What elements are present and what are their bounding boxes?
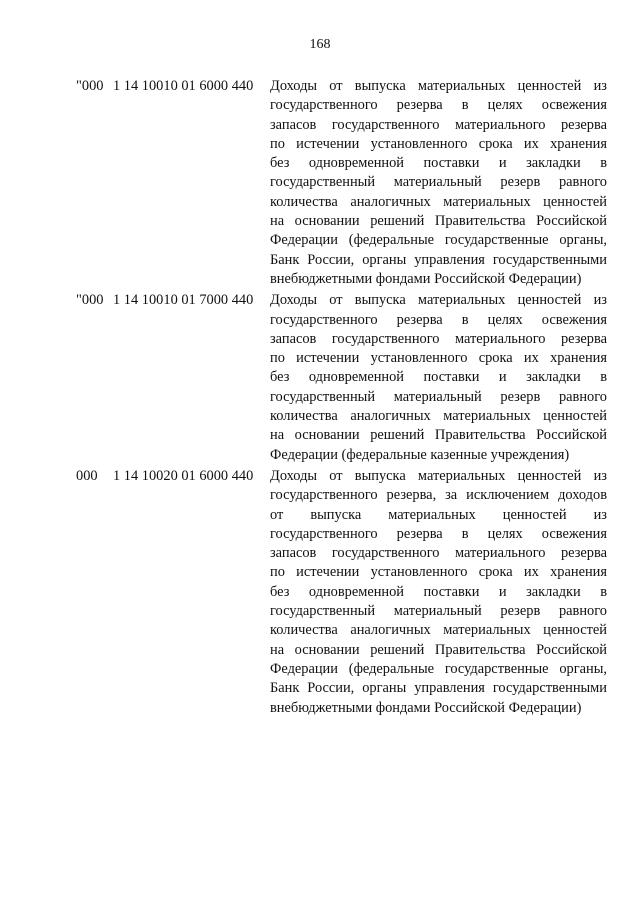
description-line: Федерации (федеральные государственные органы, [270, 232, 607, 249]
table-row [0, 467, 640, 718]
description-line: на основании решений Правительства Российской [270, 427, 607, 444]
budget-classification-code: 1 14 10010 01 7000 440 [113, 292, 254, 309]
description-line: Федерации (федеральные казенные учреждения) [270, 446, 570, 463]
description-line: Федерации (федеральные государственные органы, [270, 660, 607, 677]
page-number: 168 [309, 37, 331, 52]
description-line: государственного резерва в целях освежения [270, 311, 607, 328]
description-line: количества аналогичных материальных ценностей [270, 193, 607, 210]
budget-classification-code: 1 14 10010 01 6000 440 [113, 78, 254, 94]
description-line: без одновременной поставки и закладки в [270, 369, 607, 386]
description-line: от выпуска материальных ценностей из [270, 506, 607, 523]
description-line: Доходы от выпуска материальных ценностей из [270, 78, 607, 94]
revenue-code-table [0, 77, 640, 718]
description-line: на основании решений Правительства Российской [270, 213, 607, 230]
description-line: без одновременной поставки и закладки в [270, 583, 607, 600]
description-line: по истечении установленного срока их хранения [270, 135, 607, 152]
admin-code: "000 [76, 78, 104, 94]
description-line: государственного резерва в целях освежения [270, 525, 607, 542]
description-line: Банк России, органы управления государственными [270, 680, 607, 697]
revenue-description [270, 467, 607, 718]
description-line: на основании решений Правительства Российской [270, 641, 607, 658]
revenue-description [270, 77, 607, 289]
description-line: внебюджетными фондами Российской Федерации) [270, 699, 582, 716]
description-line: внебюджетными фондами Российской Федерации) [270, 270, 582, 287]
admin-code: "000 [76, 292, 104, 309]
description-line: запасов государственного материального резерва [270, 116, 607, 133]
description-line: государственный материальный резерв равного [270, 603, 607, 620]
description-line: государственного резерва, за исключением доходов [270, 487, 607, 504]
description-line: государственный материальный резерв равного [270, 388, 607, 405]
description-line: Банк России, органы управления государственными [270, 251, 607, 268]
description-line: государственного резерва в целях освежения [270, 97, 607, 114]
description-line: государственный материальный резерв равного [270, 174, 607, 191]
description-line: Доходы от выпуска материальных ценностей из [270, 467, 607, 484]
budget-classification-code: 1 14 10020 01 6000 440 [113, 467, 254, 484]
description-line: по истечении установленного срока их хранения [270, 564, 607, 581]
revenue-description [270, 291, 607, 465]
description-line: Доходы от выпуска материальных ценностей из [270, 292, 607, 309]
table-row [0, 291, 640, 465]
description-line: без одновременной поставки и закладки в [270, 155, 607, 172]
description-line: запасов государственного материального резерва [270, 545, 607, 562]
description-line: количества аналогичных материальных ценностей [270, 408, 607, 425]
table-row [0, 77, 640, 289]
description-line: запасов государственного материального резерва [270, 330, 607, 347]
description-line: по истечении установленного срока их хранения [270, 350, 607, 367]
description-line: количества аналогичных материальных ценностей [270, 622, 607, 639]
admin-code: 000 [76, 467, 98, 484]
